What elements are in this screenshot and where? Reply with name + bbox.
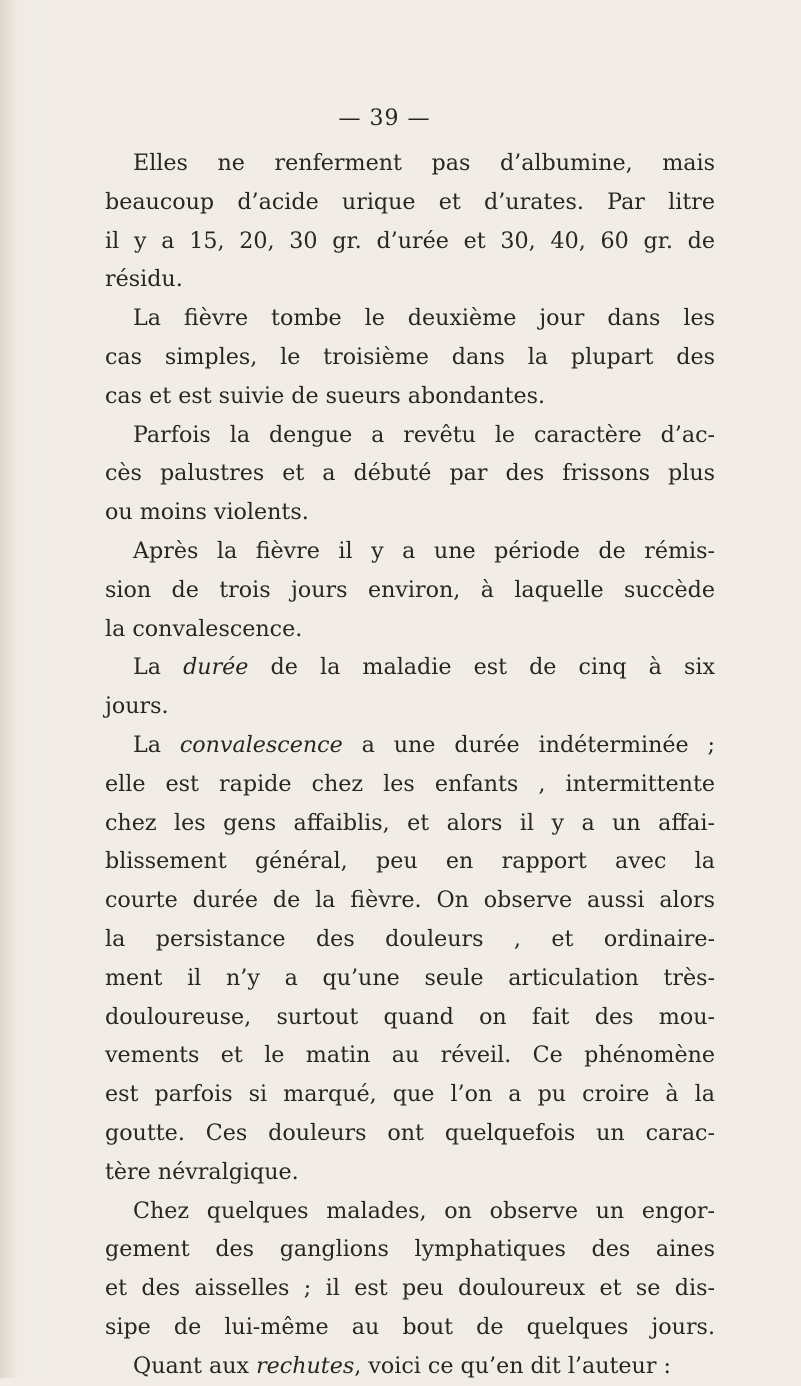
text-segment: a une durée indéterminée ; (342, 731, 715, 758)
text-segment: ment il n’y a qu’une seule articulation très- (105, 964, 715, 991)
italic-text: durée (183, 654, 249, 681)
text-line (105, 1114, 715, 1153)
text-line (105, 571, 715, 610)
text-segment: vements et le matin au réveil. Ce phénomène (105, 1042, 715, 1069)
text-segment: elle est rapide chez les enfants , intermittente (105, 770, 715, 797)
text-segment: douloureuse, surtout quand on fait des mou- (105, 1003, 715, 1030)
text-line (105, 299, 715, 338)
text-segment: Après la fièvre il y a une période de rémis- (133, 537, 715, 564)
text-segment: chez les gens affaiblis, et alors il y a un affai- (105, 809, 715, 836)
text-line (105, 804, 715, 843)
text-segment: La (133, 731, 180, 758)
text-line (105, 842, 715, 881)
italic-text: rechutes (256, 1352, 355, 1379)
text-segment: sion de trois jours environ, à laquelle succède (105, 576, 715, 603)
text-line (105, 532, 715, 571)
text-line (105, 1347, 715, 1386)
text-line (105, 687, 715, 726)
text-line (105, 493, 715, 532)
text-line (105, 881, 715, 920)
text-segment: la convalescence. (105, 615, 303, 642)
text-segment: blissement général, peu en rapport avec la (105, 848, 715, 875)
italic-text: convalescence (179, 731, 343, 758)
text-segment: la persistance des douleurs , et ordinaire- (105, 925, 715, 952)
text-segment: Parfois la dengue a revêtu le caractère d’ac- (133, 421, 715, 448)
text-segment: cès palustres et a débuté par des frissons plus (105, 460, 715, 487)
text-segment: tère névralgique. (105, 1158, 299, 1185)
text-segment: ou moins violents. (105, 499, 309, 526)
text-segment: La fièvre tombe le deuxième jour dans les (133, 305, 715, 332)
text-line (105, 920, 715, 959)
text-segment: courte durée de la fièvre. On observe aussi alors (105, 887, 715, 914)
text-line (105, 1269, 715, 1308)
text-segment: est parfois si marqué, que l’on a pu croire à la (105, 1081, 715, 1108)
text-line (105, 610, 715, 649)
text-segment: Chez quelques malades, on observe un engor- (133, 1197, 715, 1224)
text-line (105, 1308, 715, 1347)
text-line (105, 260, 715, 299)
page-number: — 39 — (338, 106, 431, 131)
text-segment: résidu. (105, 266, 183, 293)
text-segment: cas simples, le troisième dans la plupart des (105, 343, 715, 370)
text-segment: sipe de lui-même au bout de quelques jours. (105, 1313, 715, 1340)
text-line (105, 1075, 715, 1114)
text-line (105, 648, 715, 687)
text-line (105, 726, 715, 765)
text-line (105, 144, 715, 183)
text-line (105, 765, 715, 804)
text-line (105, 1192, 715, 1231)
text-segment: La (133, 654, 184, 681)
text-segment: goutte. Ces douleurs ont quelquefois un carac- (105, 1119, 715, 1146)
text-line (105, 222, 715, 261)
text-segment: gement des ganglions lymphatiques des aines (105, 1236, 715, 1263)
text-line (105, 454, 715, 493)
text-line (105, 1230, 715, 1269)
text-line (105, 1036, 715, 1075)
text-segment: cas et est suivie de sueurs abondantes. (105, 382, 546, 409)
body-text (105, 144, 715, 1386)
text-segment: , voici ce qu’en dit l’auteur : (354, 1352, 671, 1379)
text-line (105, 1153, 715, 1192)
text-line (105, 998, 715, 1037)
text-line (105, 959, 715, 998)
text-line (105, 183, 715, 222)
text-line (105, 416, 715, 455)
text-segment: il y a 15, 20, 30 gr. d’urée et 30, 40, 60 gr. de (105, 227, 715, 254)
text-line (105, 338, 715, 377)
text-segment: Elles ne renferment pas d’albumine, mais (133, 150, 715, 176)
text-line (105, 377, 715, 416)
text-segment: beaucoup d’acide urique et d’urates. Par litre (105, 188, 715, 215)
text-segment: jours. (105, 693, 169, 720)
text-segment: Quant aux (133, 1352, 257, 1379)
text-segment: et des aisselles ; il est peu douloureux et se dis- (105, 1275, 715, 1302)
text-segment: de la maladie est de cinq à six (248, 654, 716, 681)
